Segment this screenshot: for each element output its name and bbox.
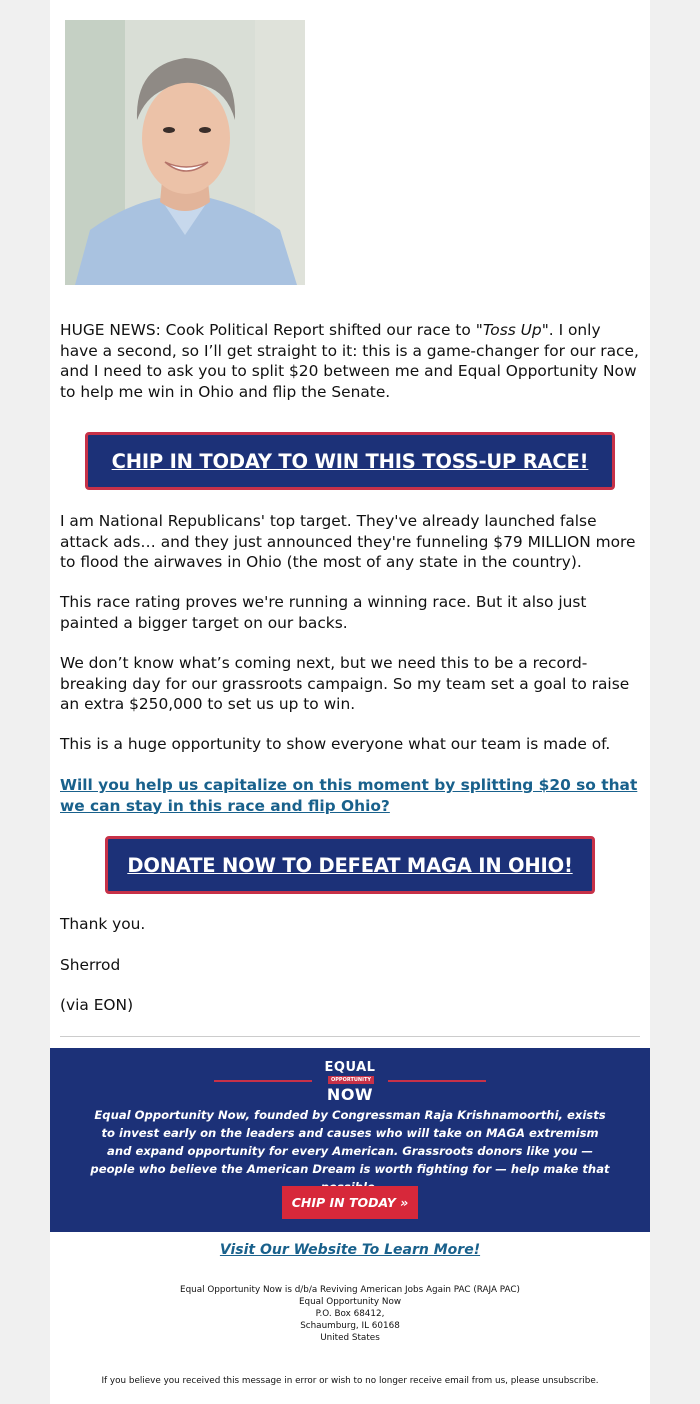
visit-website-link[interactable]: Visit Our Website To Learn More! bbox=[219, 1242, 481, 1258]
candidate-photo bbox=[65, 20, 305, 285]
goal-paragraph: We don’t know what’s coming next, but we need this to be a record-breaking day for our grassroots campaign. So my team set a goal to raise an extra $250,000 to set us up to win. bbox=[60, 654, 630, 713]
opportunity-paragraph: This is a huge opportunity to show everyone what our team is made of. bbox=[60, 735, 611, 753]
email-body bbox=[50, 0, 650, 1404]
divider bbox=[60, 1036, 640, 1037]
mission-statement: Equal Opportunity Now, founded by Congressman Raja Krishnamoorthi, exists to invest early on the leaders and causes who will take on MAGA extremism and expand opportunity for every American. Grassroots donors like you — people who believe the American Dream is worth fighting for — help make that bbox=[90, 1108, 610, 1176]
logo-left-line bbox=[214, 1080, 312, 1082]
legal-line-5: United States bbox=[320, 1333, 380, 1343]
unsubscribe-text[interactable]: If you believe you received this message in error or wish to no longer receive email from us, please unsubscribe. bbox=[101, 1376, 599, 1386]
logo-equal: EQUAL bbox=[324, 1060, 376, 1075]
logo-opportunity: OPPORTUNITY bbox=[328, 1076, 374, 1084]
intro-emphasis: "Toss Up" bbox=[475, 321, 549, 339]
signature: Sherrod bbox=[60, 956, 121, 974]
legal-disclaimer bbox=[50, 1284, 650, 1344]
attack-ads-paragraph: I am National Republicans' top target. They've already launched false attack ads… and they just announced they're funneling $79 MILLION more to flood the airwaves in Ohio (the most of any state in the country). bbox=[60, 512, 636, 571]
donate-defeat-maga-button[interactable]: DONATE NOW TO DEFEAT MAGA IN OHIO! bbox=[105, 836, 595, 894]
thanks-text: Thank you. bbox=[60, 915, 146, 933]
intro-rest: . I only have a second, so I’ll get straight to it: this is a game-changer for our race, and I need to ask you to split $20 between me and Equal Opportunity Now to help me win in Ohio and flip the Senate. bbox=[60, 321, 639, 401]
intro-paragraph bbox=[60, 320, 640, 402]
race-rating-paragraph: This race rating proves we're running a winning race. But it also just painted a bigger target on our backs. bbox=[60, 593, 587, 632]
legal-line-1: Equal Opportunity Now is d/b/a Reviving American Jobs Again PAC (RAJA PAC) bbox=[180, 1285, 520, 1295]
chip-in-toss-up-button[interactable]: CHIP IN TODAY TO WIN THIS TOSS-UP RACE! bbox=[85, 432, 615, 490]
logo-now: NOW bbox=[326, 1085, 374, 1104]
legal-line-2: Equal Opportunity Now bbox=[298, 1297, 402, 1307]
legal-line-3: P.O. Box 68412, bbox=[315, 1309, 385, 1319]
footer-banner bbox=[50, 1048, 650, 1232]
intro-lead: HUGE NEWS: Cook Political Report shifted our race to bbox=[60, 321, 476, 339]
chip-in-today-button[interactable]: CHIP IN TODAY » bbox=[282, 1186, 418, 1219]
logo-right-line bbox=[388, 1080, 486, 1082]
via-text: (via EON) bbox=[60, 996, 134, 1014]
split-donation-link[interactable]: Will you help us capitalize on this moment by splitting $20 so that we can stay in this race and flip Ohio? bbox=[60, 776, 638, 815]
legal-line-4: Schaumburg, IL 60168 bbox=[300, 1321, 400, 1331]
